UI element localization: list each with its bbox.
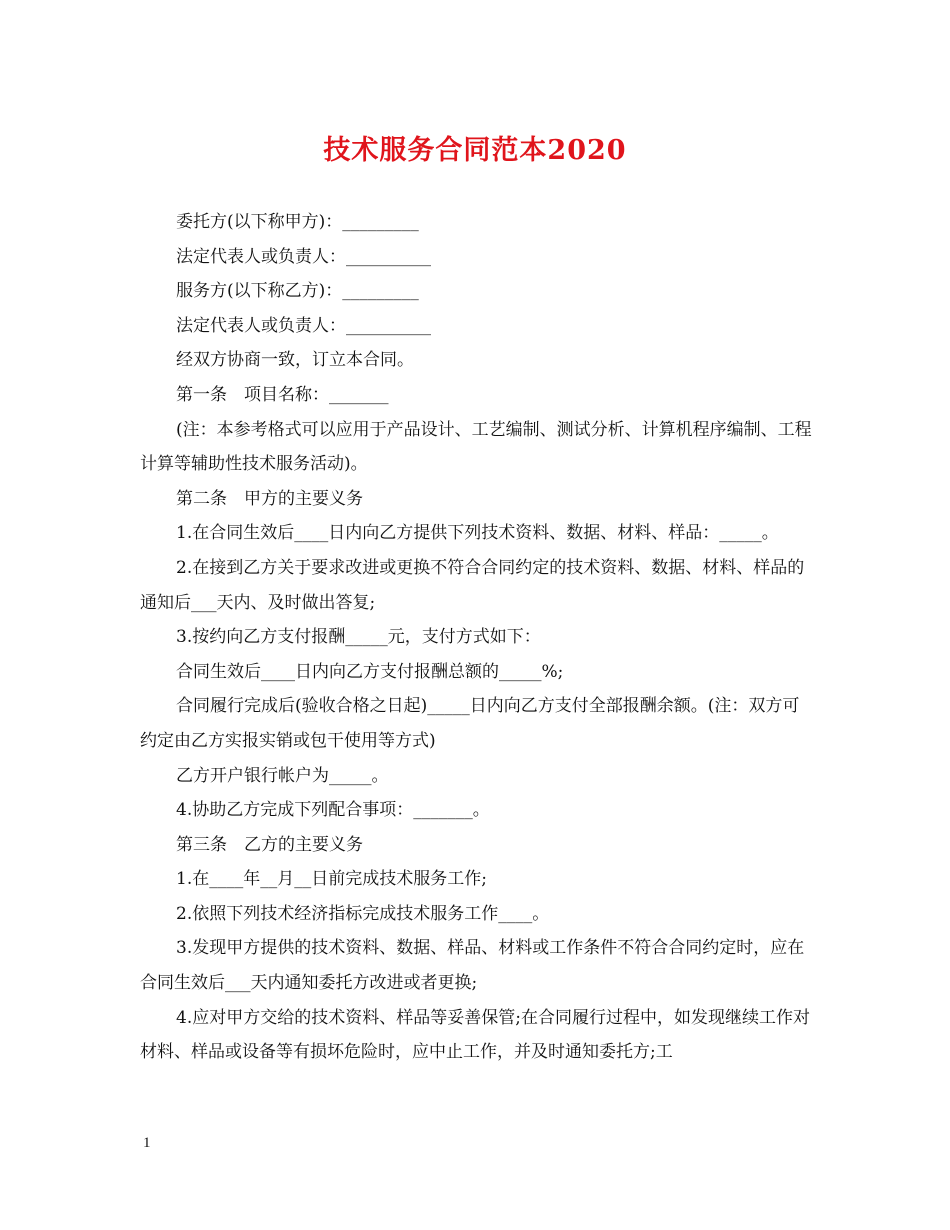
article-1-heading: 第一条 项目名称：_______ bbox=[176, 384, 389, 405]
article-3-item-4: 4.应对甲方交给的技术资料、样品等妥善保管;在合同履行过程中，如发现继续工作对材料、样品或设备等有损坏危险时，应中止工作，并及时通知委托方;工 bbox=[140, 1007, 810, 1063]
document-body bbox=[140, 205, 812, 1070]
article-2-item-2: 2.在接到乙方关于要求改进或更换不符合合同约定的技术资料、数据、材料、样品的通知后___天内、及时做出答复; bbox=[140, 557, 805, 613]
paragraph-agreement: 经双方协商一致，订立本合同。 bbox=[176, 350, 414, 371]
article-3-item-1: 1.在____年__月__日前完成技术服务工作; bbox=[176, 869, 487, 890]
article-2-item-4: 4.协助乙方完成下列配合事项：_______。 bbox=[176, 800, 490, 821]
article-2-heading: 第二条 甲方的主要义务 bbox=[176, 488, 363, 509]
document-title: 技术服务合同范本2020 bbox=[323, 135, 627, 166]
article-2-item-3-payment-1: 合同生效后____日内向乙方支付报酬总额的_____%; bbox=[176, 661, 564, 682]
article-2-item-3-payment-2: 合同履行完成后(验收合格之日起)_____日内向乙方支付全部报酬余额。(注：双方可约定由乙方实报实销或包干使用等方式) bbox=[140, 696, 800, 751]
article-2-bank-account: 乙方开户银行帐户为_____。 bbox=[176, 765, 389, 786]
paragraph-note: (注：本参考格式可以应用于产品设计、工艺编制、测试分析、计算机程序编制、工程计算等辅助性技术服务活动)。 bbox=[140, 419, 812, 475]
article-3-heading: 第三条 乙方的主要义务 bbox=[176, 834, 363, 855]
article-3-item-3: 3.发现甲方提供的技术资料、数据、样品、材料或工作条件不符合合同约定时，应在合同生效后___天内通知委托方改进或者更换; bbox=[140, 938, 805, 994]
paragraph-provider: 服务方(以下称乙方)：_________ bbox=[176, 281, 419, 302]
paragraph-client: 委托方(以下称甲方)：_________ bbox=[176, 212, 419, 232]
article-2-item-3: 3.按约向乙方支付报酬_____元，支付方式如下： bbox=[176, 627, 541, 648]
article-2-item-1: 1.在合同生效后____日内向乙方提供下列技术资料、数据、材料、样品：_____。 bbox=[176, 523, 779, 544]
paragraph-provider-representative: 法定代表人或负责人：__________ bbox=[176, 315, 431, 336]
paragraph-client-representative: 法定代表人或负责人：__________ bbox=[176, 246, 431, 267]
article-3-item-2: 2.依照下列技术经济指标完成技术服务工作____。 bbox=[176, 903, 550, 924]
page-number: 1 bbox=[143, 1135, 151, 1151]
